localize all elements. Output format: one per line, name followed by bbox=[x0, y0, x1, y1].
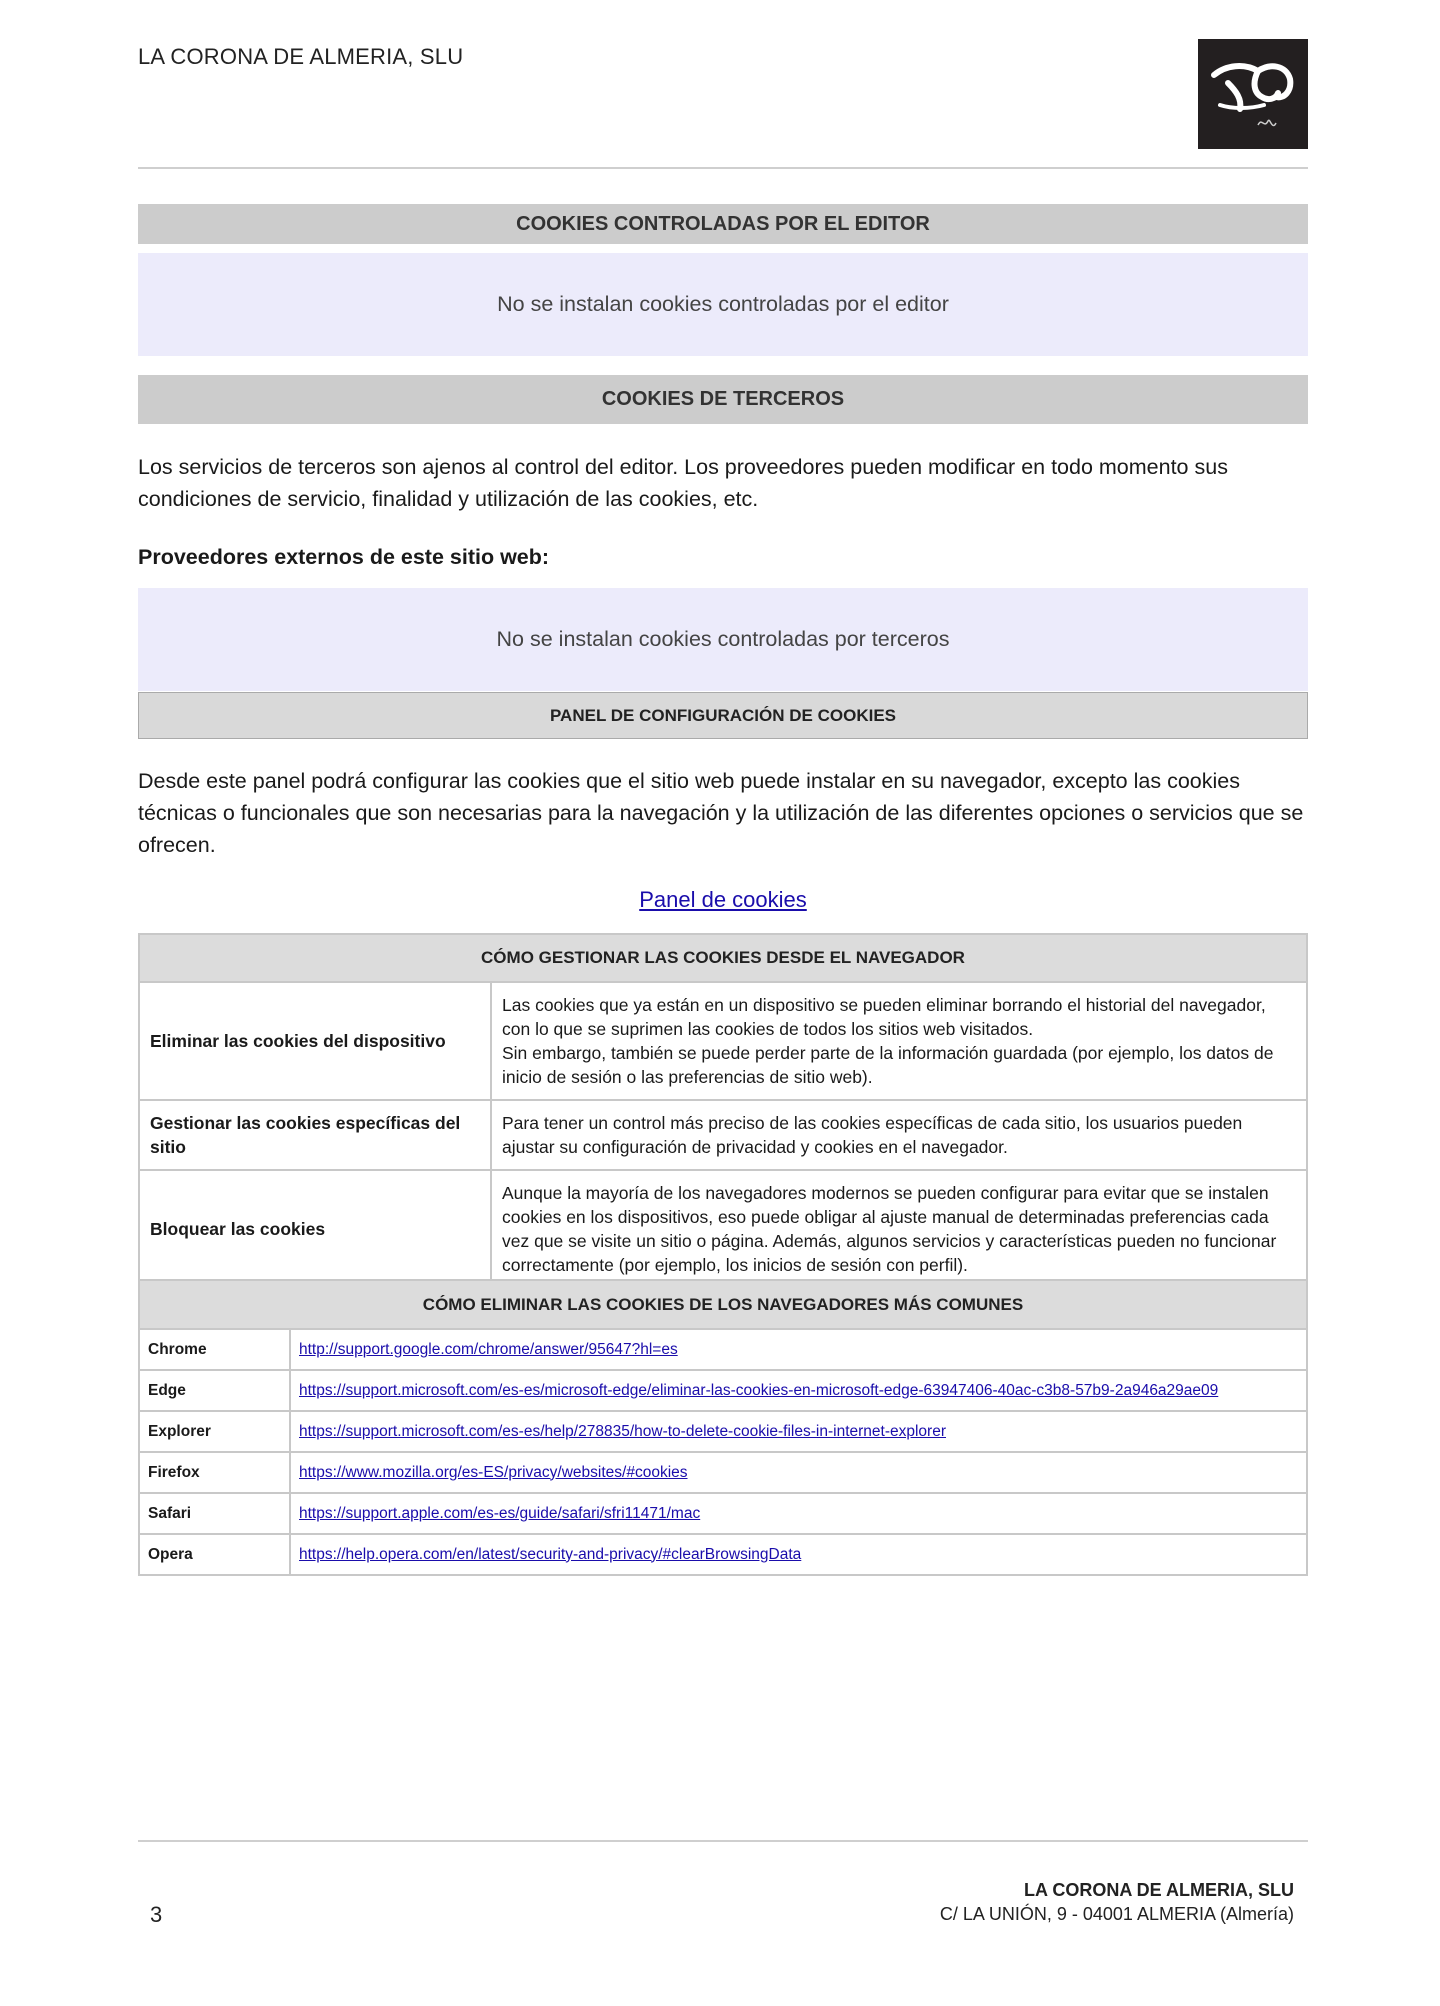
editor-cookies-title: COOKIES CONTROLADAS POR EL EDITOR bbox=[138, 204, 1308, 244]
browser-help-link[interactable]: https://help.opera.com/en/latest/security-and-privacy/#clearBrowsingData bbox=[290, 1534, 1307, 1575]
row-label: Gestionar las cookies específicas del sitio bbox=[139, 1100, 491, 1170]
page-number: 3 bbox=[150, 1902, 163, 1927]
table-row bbox=[139, 1170, 1307, 1288]
horse-logo-icon bbox=[1198, 39, 1308, 149]
header-company-name: LA CORONA DE ALMERIA, SLU bbox=[138, 44, 464, 69]
row-description bbox=[491, 1100, 1307, 1170]
row-label: Bloquear las cookies bbox=[139, 1170, 491, 1288]
table-row bbox=[139, 982, 1307, 1100]
browser-help-link[interactable]: https://www.mozilla.org/es-ES/privacy/websites/#cookies bbox=[290, 1452, 1307, 1493]
row-description bbox=[491, 982, 1307, 1100]
cookie-panel-link[interactable]: Panel de cookies bbox=[639, 887, 807, 912]
third-party-cookies-message: No se instalan cookies controladas por terceros bbox=[138, 588, 1308, 691]
providers-heading: Proveedores externos de este sitio web: bbox=[138, 545, 550, 569]
description-text: Para tener un control más preciso de las cookies específicas de cada sitio, los usuarios pueden ajustar su configuración de privacidad y cookies en el navegador. bbox=[502, 1113, 1243, 1157]
table-row bbox=[139, 1370, 1307, 1411]
browser-name: Safari bbox=[139, 1493, 290, 1534]
footer-divider bbox=[138, 1840, 1308, 1842]
table-row bbox=[139, 1452, 1307, 1493]
footer-company-name: LA CORONA DE ALMERIA, SLU bbox=[1024, 1880, 1294, 1900]
table-row bbox=[139, 1329, 1307, 1370]
table-row bbox=[139, 1100, 1307, 1170]
browser-help-link[interactable]: https://support.microsoft.com/es-es/microsoft-edge/eliminar-las-cookies-en-microsoft-edge-63947406-40ac-c3b8-57b9-2a946a29ae09 bbox=[290, 1370, 1307, 1411]
management-table-title: CÓMO GESTIONAR LAS COOKIES DESDE EL NAVEGADOR bbox=[139, 934, 1307, 982]
table-row bbox=[139, 1534, 1307, 1575]
config-panel-paragraph: Desde este panel podrá configurar las cookies que el sitio web puede instalar en su navegador, excepto las cookies técnicas o funcionales que son necesarias para la navegación y la utilización de las diferentes opciones o servicios que se ofrecen. bbox=[138, 769, 1304, 857]
table-row bbox=[139, 1493, 1307, 1534]
browser-help-link[interactable]: https://support.microsoft.com/es-es/help/278835/how-to-delete-cookie-files-in-internet-explorer bbox=[290, 1411, 1307, 1452]
browsers-table bbox=[138, 1279, 1308, 1576]
browser-name: Chrome bbox=[139, 1329, 290, 1370]
footer-address: C/ LA UNIÓN, 9 - 04001 ALMERIA (Almería) bbox=[939, 1904, 1294, 1924]
table-row bbox=[139, 1411, 1307, 1452]
footer-address-block bbox=[940, 1878, 1294, 1926]
browser-help-link[interactable]: https://support.apple.com/es-es/guide/safari/sfri11471/mac bbox=[290, 1493, 1307, 1534]
row-description bbox=[491, 1170, 1307, 1288]
description-text: Sin embargo, también se puede perder parte de la información guardada (por ejemplo, los datos de inicio de sesión o las preferencias de sitio web). bbox=[502, 1043, 1274, 1087]
third-party-paragraph: Los servicios de terceros son ajenos al control del editor. Los proveedores pueden modificar en todo momento sus condiciones de servicio, finalidad y utilización de las cookies, etc. bbox=[138, 455, 1228, 511]
browser-name: Edge bbox=[139, 1370, 290, 1411]
cookie-management-table bbox=[138, 933, 1308, 1289]
browsers-table-title: CÓMO ELIMINAR LAS COOKIES DE LOS NAVEGADORES MÁS COMUNES bbox=[139, 1280, 1307, 1329]
editor-cookies-message: No se instalan cookies controladas por el editor bbox=[138, 253, 1308, 356]
browser-name: Opera bbox=[139, 1534, 290, 1575]
third-party-cookies-title: COOKIES DE TERCEROS bbox=[138, 375, 1308, 424]
description-text: Las cookies que ya están en un dispositivo se pueden eliminar borrando el historial del navegador, con lo que se suprimen las cookies de todos los sitios web visitados. bbox=[502, 995, 1266, 1039]
company-logo bbox=[1198, 39, 1308, 149]
header-divider bbox=[138, 167, 1308, 169]
description-text: Aunque la mayoría de los navegadores modernos se pueden configurar para evitar que se instalen cookies en los dispositivos, eso puede obligar al ajuste manual de determinadas preferencias cada vez que se visite un sitio o página. Además, algunos servicios y características pueden no funcionar correctamente (por ejemplo, los inicios de sesión con perfil). bbox=[502, 1183, 1277, 1275]
browser-name: Firefox bbox=[139, 1452, 290, 1493]
browser-name: Explorer bbox=[139, 1411, 290, 1452]
config-panel-title: PANEL DE CONFIGURACIÓN DE COOKIES bbox=[138, 692, 1308, 739]
row-label: Eliminar las cookies del dispositivo bbox=[139, 982, 491, 1100]
browser-help-link[interactable]: http://support.google.com/chrome/answer/95647?hl=es bbox=[290, 1329, 1307, 1370]
